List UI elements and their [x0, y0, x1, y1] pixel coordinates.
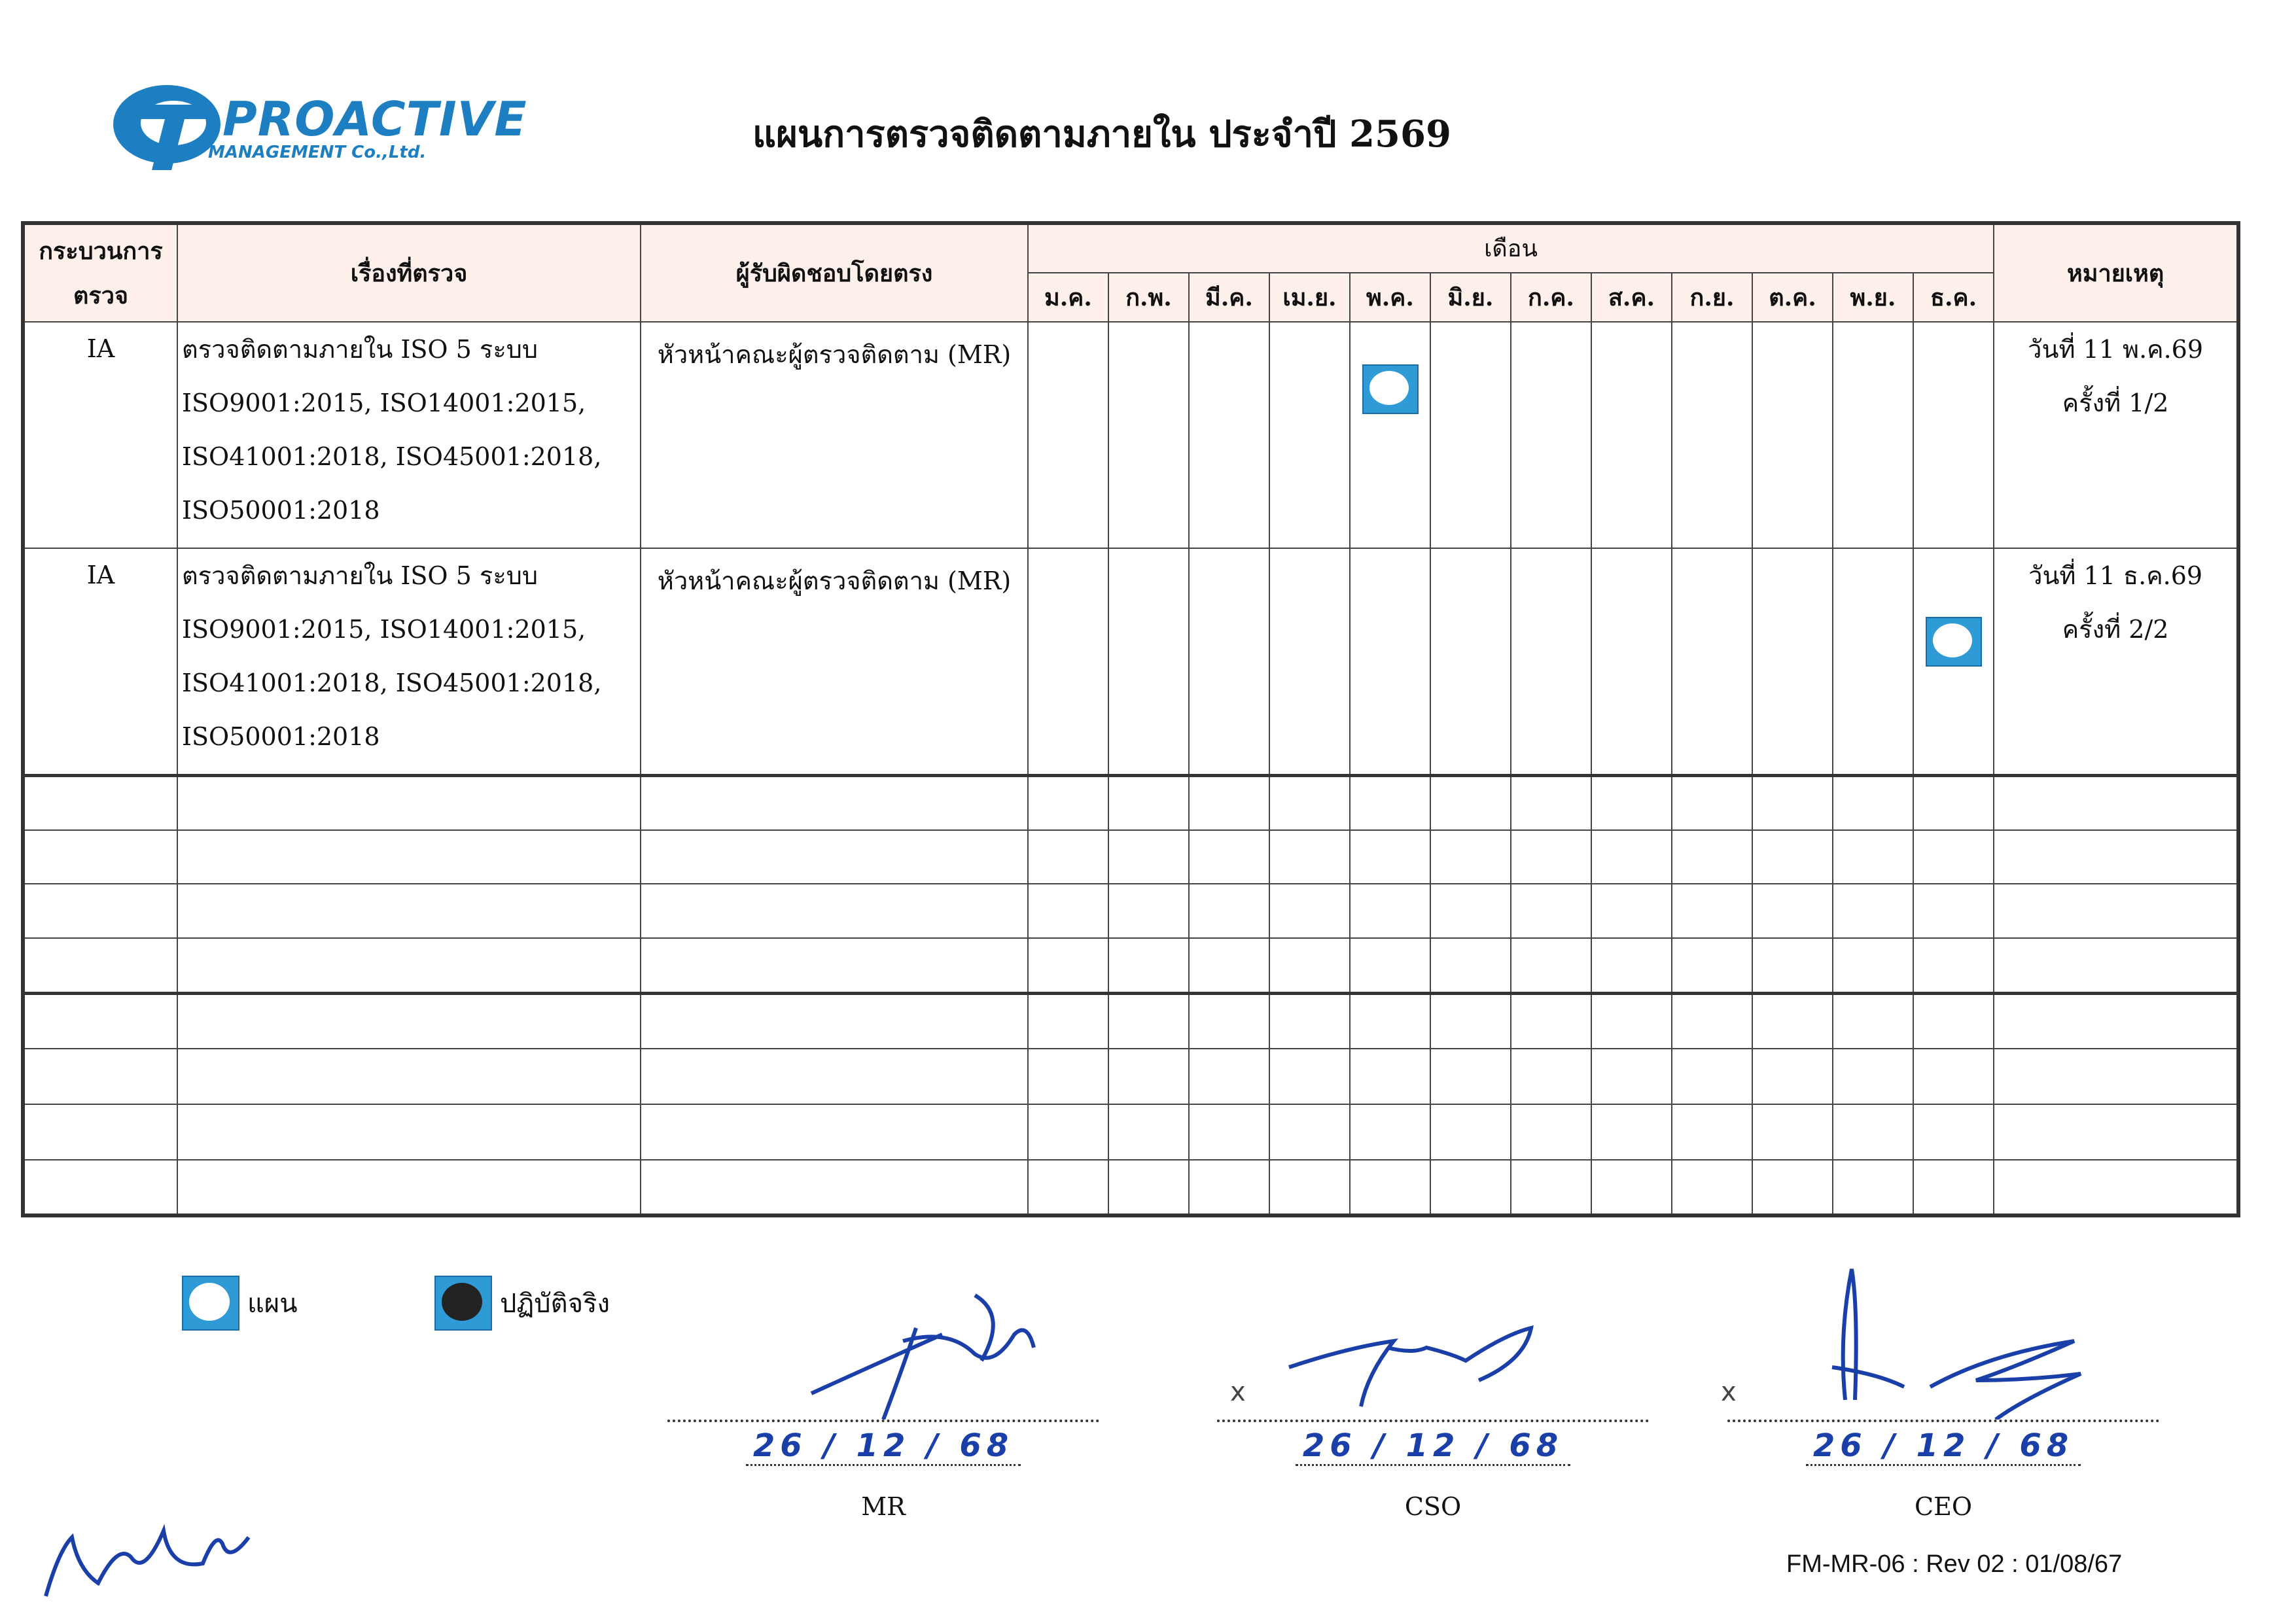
header-month: ก.ย.	[1672, 273, 1752, 323]
form-code: FM-MR-06 : Rev 02 : 01/08/67	[1786, 1550, 2123, 1578]
process-cell: IA	[23, 548, 177, 776]
remark-line: วันที่ 11 ธ.ค.69	[2028, 561, 2203, 591]
plan-mark-icon	[1926, 617, 1982, 667]
month-cell	[1108, 548, 1189, 776]
legend-actual	[434, 1276, 610, 1331]
month-cell	[1672, 548, 1752, 776]
month-cell	[1269, 548, 1350, 776]
month-cell	[1591, 548, 1672, 776]
legend-actual-label: ปฏิบัติจริง	[500, 1289, 610, 1319]
header-month: ธ.ค.	[1913, 273, 1994, 323]
topic-line: ISO41001:2018, ISO45001:2018,	[182, 669, 602, 698]
topic-cell	[177, 322, 641, 548]
empty-row	[23, 1104, 2238, 1160]
month-cell	[1028, 548, 1108, 776]
month-cell	[1511, 322, 1591, 548]
month-cell	[1028, 322, 1108, 548]
handwritten-signature-icon	[1217, 1256, 1649, 1420]
table-row	[23, 548, 2238, 776]
header-process: กระบวนการตรวจ	[23, 223, 177, 322]
remark-line: ครั้งที่ 2/2	[2062, 615, 2169, 644]
empty-row	[23, 884, 2238, 938]
signature-ceo	[1721, 1256, 2159, 1521]
month-cell	[1189, 548, 1269, 776]
company-subtitle: MANAGEMENT Co.,Ltd.	[208, 143, 427, 162]
header-month: ส.ค.	[1591, 273, 1672, 323]
plan-mark-icon	[1362, 364, 1419, 414]
topic-line: ISO41001:2018, ISO45001:2018,	[182, 442, 602, 471]
month-cell	[1430, 322, 1511, 548]
signature-line	[667, 1256, 1099, 1422]
signature-date: 26 / 12 / 68	[1302, 1427, 1564, 1464]
handwritten-signature-icon	[1727, 1256, 2159, 1420]
empty-row	[23, 993, 2238, 1049]
topic-line: ISO9001:2015, ISO14001:2015,	[182, 615, 586, 644]
responsible-cell: หัวหน้าคณะผู้ตรวจติดตาม (MR)	[641, 548, 1028, 776]
month-cell	[1672, 322, 1752, 548]
month-cell	[1430, 548, 1511, 776]
month-cell	[1189, 322, 1269, 548]
month-cell	[1350, 548, 1430, 776]
remark-line: ครั้งที่ 1/2	[2062, 389, 2169, 417]
process-cell: IA	[23, 322, 177, 548]
page-title: แผนการตรวจติดตามภายใน ประจำปี 2569	[752, 113, 1451, 156]
month-cell	[1108, 322, 1189, 548]
empty-row	[23, 830, 2238, 884]
header-month: ก.พ.	[1108, 273, 1189, 323]
company-name: PROACTIVE	[222, 92, 527, 147]
remark-cell	[1994, 322, 2238, 548]
month-cell	[1833, 548, 1913, 776]
month-cell	[1350, 322, 1430, 548]
signature-date: 26 / 12 / 68	[752, 1427, 1014, 1464]
topic-line: ISO50001:2018	[182, 722, 380, 752]
header-month-group: เดือน	[1028, 223, 1994, 273]
legend-plan-label: แผน	[247, 1289, 298, 1319]
topic-line: ตรวจติดตามภายใน ISO 5 ระบบ	[182, 335, 538, 364]
signature-date: 26 / 12 / 68	[1812, 1427, 2074, 1464]
signature-line: x	[1217, 1256, 1649, 1422]
signature-role: CSO	[1404, 1492, 1462, 1521]
header-responsible: ผู้รับผิดชอบโดยตรง	[641, 223, 1028, 322]
header-month: เม.ย.	[1269, 273, 1350, 323]
header-month: พ.ค.	[1350, 273, 1430, 323]
header-month: ต.ค.	[1752, 273, 1833, 323]
plan-legend-icon	[182, 1276, 239, 1331]
header-month: ก.ค.	[1511, 273, 1591, 323]
actual-legend-icon	[434, 1276, 492, 1331]
header-month: มี.ค.	[1189, 273, 1269, 323]
table-row	[23, 322, 2238, 548]
month-cell	[1269, 322, 1350, 548]
topic-line: ISO50001:2018	[182, 496, 380, 525]
empty-row	[23, 1160, 2238, 1215]
topic-cell	[177, 548, 641, 776]
header-topic: เรื่องที่ตรวจ	[177, 223, 641, 322]
month-cell	[1913, 322, 1994, 548]
topic-line: ตรวจติดตามภายใน ISO 5 ระบบ	[182, 561, 538, 591]
responsible-cell: หัวหน้าคณะผู้ตรวจติดตาม (MR)	[641, 322, 1028, 548]
month-cell	[1752, 548, 1833, 776]
header-month: ม.ค.	[1028, 273, 1108, 323]
signature-cso	[1217, 1256, 1649, 1521]
legend-plan	[182, 1276, 298, 1331]
header-remark: หมายเหตุ	[1994, 223, 2238, 322]
handwritten-initials-icon	[33, 1492, 281, 1609]
signature-role: CEO	[1915, 1492, 1972, 1521]
signature-role: MR	[861, 1492, 906, 1521]
empty-row	[23, 776, 2238, 830]
topic-line: ISO9001:2015, ISO14001:2015,	[182, 389, 586, 417]
month-cell	[1833, 322, 1913, 548]
month-cell	[1511, 548, 1591, 776]
company-logo	[111, 79, 527, 177]
remark-line: วันที่ 11 พ.ค.69	[2028, 335, 2204, 364]
signature-mr	[667, 1256, 1099, 1521]
header-month: มิ.ย.	[1430, 273, 1511, 323]
remark-cell	[1994, 548, 2238, 776]
month-cell	[1913, 548, 1994, 776]
month-cell	[1752, 322, 1833, 548]
header-month: พ.ย.	[1833, 273, 1913, 323]
audit-plan-table	[21, 221, 2240, 1217]
logo-emblem-icon	[111, 79, 222, 177]
handwritten-signature-icon	[667, 1256, 1099, 1420]
empty-row	[23, 1049, 2238, 1104]
signature-line: x	[1727, 1256, 2159, 1422]
empty-row	[23, 938, 2238, 993]
month-cell	[1591, 322, 1672, 548]
